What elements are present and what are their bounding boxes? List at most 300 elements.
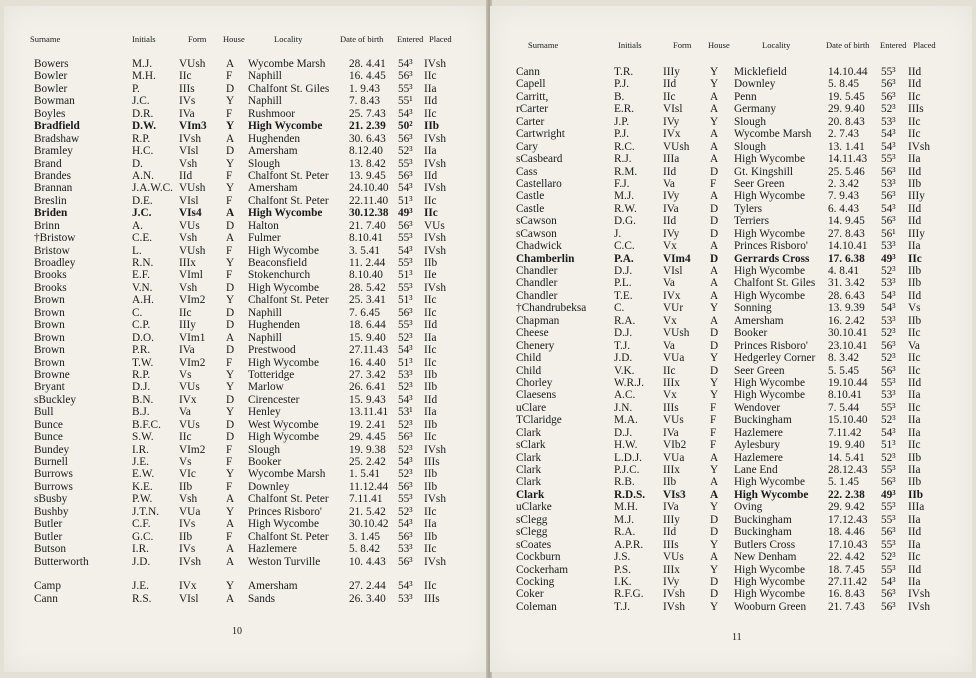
cell-dob: 21. 7.40	[349, 219, 386, 232]
cell-surname: uClare	[516, 401, 547, 414]
cell-dob: 19. 9.38	[349, 443, 386, 456]
header-placed: Placed	[429, 34, 452, 44]
cell-dob: 7.11.42	[828, 426, 862, 439]
table-row	[4, 257, 488, 269]
cell-house: Y	[710, 66, 719, 78]
cell-surname: Brooks	[34, 281, 67, 294]
cell-entered: 49³	[881, 488, 896, 501]
cell-locality: High Wycombe	[734, 227, 805, 240]
cell-surname: Bushby	[34, 505, 69, 518]
cell-placed: IIc	[424, 207, 438, 220]
cell-initials: E.R.	[614, 103, 635, 116]
cell-initials: I.K.	[614, 575, 632, 588]
cell-house: D	[226, 82, 235, 95]
cell-dob: 28. 4.41	[349, 58, 386, 70]
cell-locality: High Wycombe	[734, 376, 805, 389]
cell-entered: 54³	[398, 393, 413, 406]
cell-initials: L.	[132, 244, 142, 257]
cell-dob: 22.11.40	[349, 194, 389, 207]
cell-surname: Brinn	[34, 219, 60, 232]
cell-initials: R.P.	[132, 368, 151, 381]
cell-surname: Brandes	[34, 169, 72, 182]
cell-surname: Brooks	[34, 269, 67, 282]
cell-placed: IIIy	[908, 190, 925, 203]
cell-dob: 30.12.38	[349, 207, 389, 220]
cell-house: A	[710, 277, 719, 290]
cell-surname: sCasbeard	[516, 153, 563, 166]
cell-initials: J.	[614, 227, 622, 240]
cell-placed: IIc	[908, 327, 921, 340]
cell-placed: IId	[908, 165, 922, 178]
cell-locality: Chalfont St. Peter	[248, 493, 329, 506]
cell-house: D	[226, 393, 235, 406]
cell-surname: Clark	[516, 488, 545, 501]
table-row	[4, 593, 488, 605]
cell-locality: Hazlemere	[734, 426, 783, 439]
cell-house: Y	[226, 381, 235, 394]
cell-surname: Cocking	[516, 575, 555, 588]
cell-initials: R.S.	[132, 592, 152, 605]
table-row	[4, 269, 488, 281]
cell-form: IIIa	[663, 153, 680, 166]
cell-initials: B.J.	[132, 406, 150, 419]
cell-entered: 56³	[398, 219, 413, 232]
cell-dob: 18. 4.46	[828, 526, 865, 539]
cell-form: VUs	[179, 381, 200, 394]
cell-surname: Butler	[34, 530, 63, 543]
table-row	[490, 78, 972, 90]
cell-locality: Micklefield	[734, 66, 787, 78]
table-row	[490, 340, 972, 352]
cell-house: A	[226, 592, 235, 605]
cell-surname: Burrows	[34, 468, 73, 481]
cell-placed: IIc	[424, 306, 437, 319]
cell-house: D	[710, 364, 719, 377]
cell-entered: 54³	[881, 202, 896, 215]
cell-placed: IVsh	[908, 600, 930, 613]
table-row	[490, 476, 972, 488]
cell-locality: High Wycombe	[734, 488, 809, 501]
cell-entered: 53¹	[398, 406, 413, 419]
table-row	[4, 456, 488, 468]
cell-entered: 56³	[881, 90, 896, 103]
cell-surname: Brown	[34, 344, 65, 357]
header-entered: Entered	[880, 40, 907, 50]
table-row	[4, 568, 488, 580]
cell-surname: Castellaro	[516, 177, 562, 190]
cell-placed: IIc	[908, 90, 921, 103]
table-row	[490, 265, 972, 277]
cell-placed: IIa	[424, 145, 437, 158]
cell-form: IIIs	[663, 538, 679, 551]
cell-placed: IVsh	[424, 132, 446, 145]
cell-dob: 30.10.42	[349, 518, 389, 531]
cell-form: IVsh	[663, 588, 685, 601]
cell-initials: P.J.C.	[614, 464, 640, 476]
cell-dob: 8.10.40	[349, 269, 383, 282]
cell-form: IVsh	[179, 555, 201, 568]
table-row	[490, 128, 972, 140]
cell-form: IVx	[663, 289, 681, 302]
cell-dob: 28. 5.42	[349, 281, 386, 294]
cell-dob: 21. 7.43	[828, 600, 865, 613]
cell-form: Vsh	[179, 232, 198, 245]
table-row	[4, 108, 488, 120]
cell-form: Vsh	[179, 493, 198, 506]
cell-locality: Buckingham	[734, 513, 792, 526]
cell-dob: 25. 5.46	[828, 165, 865, 178]
header-surname: Surname	[30, 34, 61, 44]
cell-placed: IId	[908, 66, 922, 78]
cell-dob: 4. 8.41	[828, 265, 860, 277]
table-row	[4, 170, 488, 182]
table-row	[490, 228, 972, 240]
cell-dob: 19.10.44	[828, 376, 868, 389]
cell-form: Vx	[663, 314, 677, 327]
cell-initials: L.D.J.	[614, 451, 642, 464]
cell-dob: 16. 4.40	[349, 356, 386, 369]
cell-initials: A.P.R.	[614, 538, 644, 551]
table-row	[4, 207, 488, 219]
cell-locality: Wycombe Marsh	[734, 128, 812, 141]
cell-surname: Child	[516, 352, 542, 365]
cell-locality: Amersham	[734, 314, 784, 327]
cell-locality: High Wycombe	[734, 588, 805, 601]
cell-house: D	[710, 252, 719, 265]
cell-entered: 56³	[881, 165, 896, 178]
cell-initials: C.	[132, 306, 143, 319]
cell-dob: 1. 5.41	[349, 468, 381, 481]
cell-surname: uClarke	[516, 501, 552, 514]
cell-initials: P.J.	[614, 78, 630, 91]
cell-initials: J.C.	[132, 207, 152, 220]
cell-surname: Cheese	[516, 327, 549, 340]
cell-surname: Broadley	[34, 257, 76, 269]
cell-locality: Hazlemere	[734, 451, 783, 464]
cell-placed: IIb	[424, 368, 438, 381]
cell-dob: 31. 3.42	[828, 277, 865, 290]
cell-locality: Chalfont St. Peter	[248, 194, 329, 207]
cell-placed: IVsh	[424, 281, 446, 294]
cell-locality: Chalfont St. Giles	[734, 277, 816, 290]
cell-dob: 16. 4.45	[349, 70, 386, 83]
cell-form: Vsh	[179, 281, 198, 294]
cell-house: F	[226, 530, 233, 543]
table-row	[490, 564, 972, 576]
cell-initials: S.W.	[132, 431, 154, 444]
cell-placed: IVsh	[424, 493, 446, 506]
cell-locality: Weston Turville	[248, 555, 321, 568]
cell-placed: IIa	[908, 389, 921, 402]
cell-placed: IIa	[908, 414, 921, 427]
cell-entered: 53³	[881, 177, 896, 190]
table-row	[4, 58, 488, 70]
cell-entered: 54³	[398, 107, 413, 120]
cell-locality: Sands	[248, 592, 275, 605]
table-row	[490, 190, 972, 202]
cell-house: Y	[710, 302, 719, 315]
cell-initials: J.S.	[614, 551, 631, 564]
cell-dob: 15. 9.43	[349, 393, 386, 406]
cell-house: F	[226, 356, 233, 369]
cell-form: VUsh	[179, 182, 206, 195]
cell-locality: Wooburn Green	[734, 600, 807, 613]
cell-form: VIb2	[663, 439, 687, 452]
cell-dob: 16. 2.42	[828, 314, 865, 327]
cell-surname: Castle	[516, 202, 545, 215]
cell-locality: Downley	[248, 480, 290, 493]
cell-initials: T.E.	[614, 289, 633, 302]
table-row	[490, 452, 972, 464]
cell-entered: 54³	[881, 302, 896, 315]
cell-locality: High Wycombe	[248, 431, 319, 444]
cell-entered: 51³	[881, 439, 896, 452]
cell-form: VUr	[663, 302, 684, 315]
cell-surname: Cass	[516, 165, 538, 178]
cell-placed: IIIs	[908, 103, 924, 116]
cell-dob: 7. 5.44	[828, 401, 860, 414]
table-row	[4, 70, 488, 82]
header-surname: Surname	[528, 40, 559, 50]
cell-dob: 17.10.43	[828, 538, 868, 551]
cell-dob: 21. 2.39	[349, 120, 386, 133]
cell-form: IVs	[179, 518, 196, 531]
cell-initials: A.C.	[614, 389, 636, 402]
cell-placed: IIIa	[908, 501, 925, 514]
cell-house: F	[710, 426, 717, 439]
cell-entered: 53³	[398, 592, 413, 605]
cell-locality: Naphill	[248, 95, 282, 108]
cell-form: VIsl	[179, 194, 199, 207]
cell-surname: Clark	[516, 464, 542, 476]
cell-locality: West Wycombe	[248, 418, 319, 431]
cell-form: Vsh	[179, 157, 198, 170]
cell-initials: D.O.	[132, 331, 154, 344]
cell-initials: T.W.	[132, 356, 154, 369]
cell-surname: Child	[516, 364, 542, 377]
cell-entered: 55³	[881, 563, 896, 576]
cell-locality: Penn	[734, 90, 757, 103]
table-row	[4, 419, 488, 431]
cell-surname: Carritt,	[516, 90, 549, 103]
cell-form: VUs	[179, 418, 200, 431]
cell-form: IIc	[179, 306, 192, 319]
cell-entered: 51³	[398, 356, 413, 369]
table-row	[490, 526, 972, 538]
cell-form: Vs	[179, 456, 192, 468]
cell-locality: Totteridge	[248, 368, 295, 381]
cell-form: VIm4	[663, 252, 691, 265]
table-row	[4, 444, 488, 456]
cell-placed: IIc	[908, 128, 921, 141]
table-row	[4, 332, 488, 344]
cell-placed: IIb	[908, 451, 922, 464]
cell-house: A	[226, 58, 235, 70]
cell-initials: W.R.J.	[614, 376, 645, 389]
cell-surname: Bowers	[34, 58, 69, 70]
cell-dob: 15. 9.40	[349, 331, 386, 344]
table-row	[4, 381, 488, 393]
cell-surname: sBuckley	[34, 393, 77, 406]
header-entered: Entered	[397, 34, 424, 44]
cell-surname: Chandler	[516, 289, 558, 302]
cell-surname: Cockburn	[516, 551, 561, 564]
table-row	[4, 543, 488, 555]
cell-surname: Cartwright	[516, 128, 565, 141]
table-row	[4, 145, 488, 157]
cell-surname: Camp	[34, 580, 61, 593]
cell-house: A	[710, 153, 719, 166]
cell-initials: P.R.	[132, 344, 151, 357]
cell-entered: 56³	[398, 132, 413, 145]
cell-dob: 2. 7.43	[828, 128, 860, 141]
header-placed: Placed	[913, 40, 936, 50]
cell-entered: 55³	[881, 376, 896, 389]
cell-locality: Hazlemere	[248, 543, 297, 556]
cell-form: VIsl	[179, 145, 199, 158]
table-row	[490, 141, 972, 153]
cell-placed: IIc	[424, 543, 437, 556]
cell-initials: T.J.	[614, 600, 631, 613]
cell-surname: Clark	[516, 476, 542, 489]
cell-dob: 22. 4.42	[828, 551, 865, 564]
cell-surname: sCawson	[516, 215, 557, 228]
cell-form: IVx	[179, 393, 197, 406]
cell-initials: A.N.	[132, 169, 154, 182]
table-row	[4, 319, 488, 331]
cell-entered: 56³	[881, 215, 896, 228]
cell-surname: Brannan	[34, 182, 73, 195]
cell-form: VIm3	[179, 120, 207, 133]
cell-house: Y	[710, 538, 719, 551]
cell-house: A	[710, 314, 719, 327]
cell-dob: 27. 8.43	[828, 227, 865, 240]
cell-placed: IIe	[424, 269, 437, 282]
cell-placed: IIc	[424, 580, 437, 593]
cell-house: D	[710, 526, 719, 539]
cell-initials: D.W.	[132, 120, 157, 133]
cell-initials: R.A.	[614, 526, 636, 539]
cell-house: Y	[226, 468, 235, 481]
cell-form: VUsh	[179, 58, 206, 70]
cell-entered: 53³	[881, 277, 896, 290]
cell-placed: IIc	[908, 115, 921, 128]
cell-entered: 55³	[881, 401, 896, 414]
cell-locality: Downley	[734, 78, 776, 91]
cell-form: IVa	[179, 344, 195, 357]
cell-dob: 8.12.40	[349, 145, 383, 158]
cell-house: F	[226, 269, 233, 282]
cell-form: IId	[663, 165, 677, 178]
cell-surname: Bowler	[34, 70, 68, 83]
left-table-body	[4, 58, 488, 605]
table-row	[4, 406, 488, 418]
cell-house: F	[226, 107, 233, 120]
cell-locality: Chalfont St. Peter	[248, 530, 329, 543]
cell-initials: R.A.	[614, 314, 636, 327]
cell-initials: J.A.W.C.	[132, 182, 174, 195]
cell-placed: IIa	[908, 153, 921, 166]
table-row	[4, 580, 488, 592]
cell-placed: IIc	[424, 505, 437, 518]
cell-entered: 54³	[398, 58, 413, 70]
cell-placed: Vs	[908, 302, 921, 315]
cell-form: Va	[663, 177, 675, 190]
cell-initials: R.B.	[614, 476, 635, 489]
cell-surname: †Chandrubeksa	[516, 302, 587, 315]
cell-surname: Boyles	[34, 107, 66, 120]
cell-locality: Amersham	[248, 580, 298, 593]
cell-placed: IVsh	[424, 555, 446, 568]
cell-initials: R.M.	[614, 165, 638, 178]
cell-dob: 10. 4.43	[349, 555, 386, 568]
cell-placed: IIc	[424, 194, 437, 207]
table-row	[490, 327, 972, 339]
cell-entered: 52³	[881, 414, 896, 427]
cell-dob: 3. 1.45	[349, 530, 381, 543]
cell-locality: Gerrards Cross	[734, 252, 810, 265]
cell-form: Vx	[663, 389, 677, 402]
cell-surname: Chapman	[516, 314, 560, 327]
cell-house: A	[710, 128, 719, 141]
cell-house: Y	[226, 120, 235, 133]
cell-placed: IIIs	[424, 456, 440, 468]
table-row	[4, 431, 488, 443]
cell-entered: 56³	[881, 600, 896, 613]
cell-locality: Aylesbury	[734, 439, 781, 452]
cell-surname: Bundey	[34, 443, 70, 456]
cell-placed: IIb	[908, 476, 922, 489]
cell-surname: Bramley	[34, 145, 73, 158]
header-initials: Initials	[618, 40, 642, 50]
cell-locality: Booker	[734, 327, 768, 340]
cell-locality: Germany	[734, 103, 777, 116]
cell-house: Y	[226, 157, 235, 170]
cell-entered: 56³	[881, 364, 896, 377]
cell-entered: 52³	[398, 145, 413, 158]
cell-placed: IIa	[908, 464, 921, 476]
table-row	[4, 95, 488, 107]
cell-house: D	[710, 202, 719, 215]
cell-locality: Tylers	[734, 202, 763, 215]
cell-surname: Brown	[34, 306, 65, 319]
cell-house: D	[710, 215, 719, 228]
cell-surname: Bowman	[34, 95, 75, 108]
cell-house: A	[226, 543, 235, 556]
cell-dob: 11. 2.44	[349, 257, 386, 269]
cell-dob: 1. 9.43	[349, 82, 381, 95]
cell-surname: Burnell	[34, 456, 68, 468]
cell-locality: Stokenchurch	[248, 269, 311, 282]
cell-placed: IIc	[424, 294, 437, 307]
cell-house: A	[226, 493, 235, 506]
cell-placed: IIc	[908, 439, 921, 452]
table-row	[4, 158, 488, 170]
cell-placed: IIb	[424, 530, 438, 543]
cell-initials: B.	[614, 90, 625, 103]
cell-house: D	[710, 575, 719, 588]
cell-house: D	[226, 145, 235, 158]
cell-entered: 51³	[398, 269, 413, 282]
cell-entered: 56³	[398, 555, 413, 568]
table-row	[490, 551, 972, 563]
cell-surname: Clark	[516, 426, 542, 439]
cell-dob: 7.11.41	[349, 493, 383, 506]
cell-surname: Bunce	[34, 431, 63, 444]
cell-dob: 5. 8.42	[349, 543, 381, 556]
cell-locality: Hughenden	[248, 319, 301, 332]
cell-initials: J.N.	[614, 401, 633, 414]
